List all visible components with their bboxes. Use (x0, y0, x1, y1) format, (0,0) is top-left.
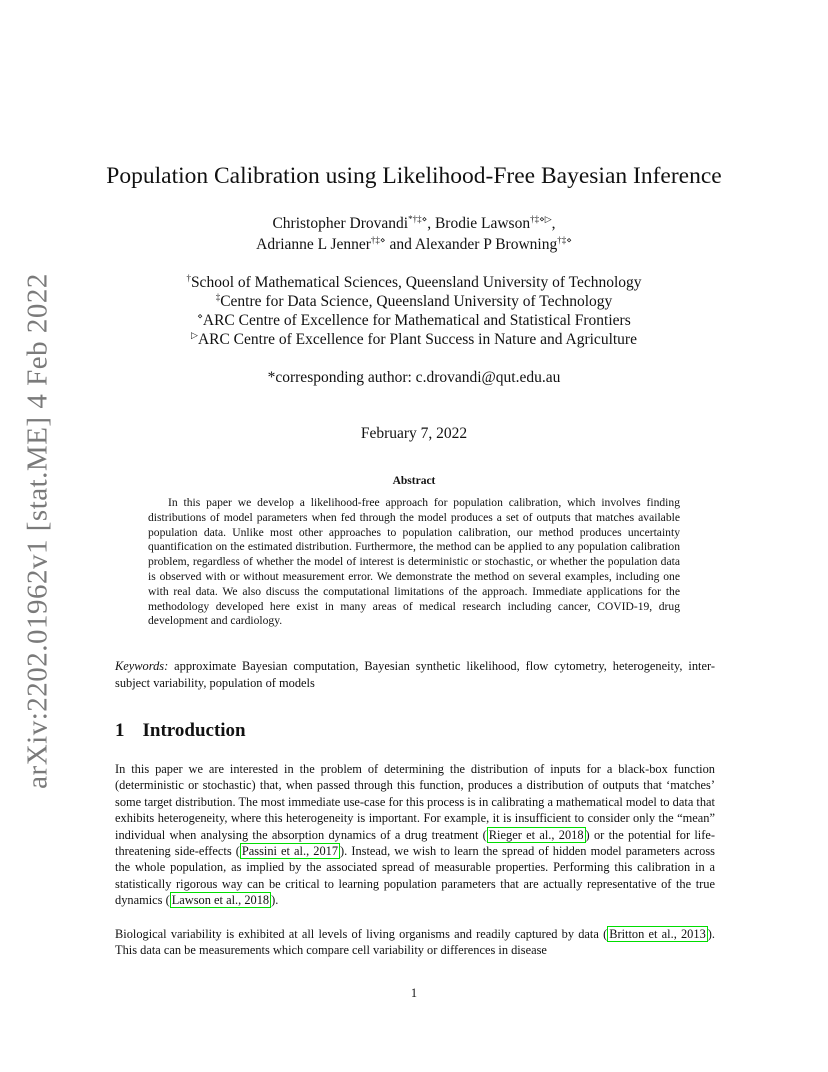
paragraph-text: ). This data can be measurements which compare cell variability or differences in disease (115, 927, 716, 958)
keywords-label: Keywords: (115, 659, 169, 673)
author-line-1 (0, 215, 828, 233)
paragraph-text: Biological variability is exhibited at all levels of living organisms and readily captured by data ( (115, 927, 608, 941)
paragraph-text: ). Instead, we wish to learn the spread of hidden model parameters across the whole population, as implied by the associated spread of measurable properties. Performing this calibration in a statistically rigorous way can be critical to learning population parameters that are actually representative of the true dynamics ( (115, 844, 715, 908)
author-affiliation-marks: †‡⋄ (557, 234, 572, 245)
intro-paragraph-1 (115, 761, 715, 909)
affiliation-mark: † (186, 272, 191, 283)
citation-link[interactable]: Rieger et al., 2018 (488, 827, 584, 842)
page-number: 1 (410, 986, 418, 1000)
author-line-2 (0, 236, 828, 254)
corresponding-author (0, 369, 828, 387)
paragraph-text: ) or the potential for life-threatening side-effects ( (115, 827, 715, 859)
author-separator: and (385, 236, 415, 253)
paragraph-text: In this paper we are interested in the problem of determining the distribution of inputs for a black-box function (deterministic or stochastic) that, when passed through this function, produces a distribution of outputs that ‘matches’ some target distribution. The most immediate use-case for this process is in calibrating a mathematical model to data that exhibits heterogeneity, where this heterogeneity is important. For example, it is insufficient to consider only the “mean” individual when analysing the absorption dynamics of a drug treatment ( (115, 762, 715, 842)
author-affiliation-marks: *†‡⋄ (408, 213, 428, 224)
citation-link[interactable]: Lawson et al., 2018 (171, 893, 270, 908)
author-name: Alexander P Browning (414, 236, 558, 253)
section-heading (115, 720, 246, 742)
affiliation-text: Centre for Data Science, Queensland University of Technology (220, 293, 613, 310)
section-number: 1 (115, 720, 125, 741)
keywords (115, 658, 715, 691)
intro-paragraph-2 (115, 926, 715, 959)
affiliation-mark: ‡ (215, 291, 221, 302)
author-name: Brodie Lawson (434, 215, 531, 232)
affiliation-2 (0, 293, 828, 311)
affiliation-text: School of Mathematical Sciences, Queensland University of Technology (190, 274, 642, 291)
author-name: Christopher Drovandi (272, 215, 409, 232)
arxiv-stamp-text: arXiv:2202.01962v1 [stat.ME] 4 Feb 2022 (21, 273, 54, 789)
keywords-list: approximate Bayesian computation, Bayesian synthetic likelihood, flow cytometry, heterogeneity, inter-subject variability, population of models (115, 659, 715, 690)
affiliation-1 (0, 274, 828, 292)
affiliation-text: ARC Centre of Excellence for Plant Success in Nature and Agriculture (197, 331, 637, 348)
affiliation-mark: ▷ (191, 329, 198, 340)
paper-title: Population Calibration using Likelihood-Free Bayesian Inference (106, 163, 722, 189)
affiliation-4 (0, 331, 828, 349)
section-title: Introduction (142, 720, 246, 741)
paper-date: February 7, 2022 (360, 425, 468, 442)
abstract-body: In this paper we develop a likelihood-free approach for population calibration, which involves finding distributions of model parameters when fed through the model produces a set of outputs that matches available population data. Unlike most other approaches to population calibration, our method produces uncertainty quantification on the estimated distribution. Furthermore, the method can be applied to any population calibration problem, regardless of whether the model of interest is deterministic or stochastic, or whether the population data is observed with or without measurement error. We demonstrate the method on several examples, including one with real data. We also discuss the computational limitations of the approach. Immediate applications for the methodology developed here exist in many areas of medical research including cancer, COVID-19, drug development and cardiology. (148, 496, 680, 628)
author-affiliation-marks: †‡⋄▷ (530, 213, 552, 224)
abstract-heading: Abstract (392, 475, 436, 487)
affiliation-text: ARC Centre of Excellence for Mathematical and Statistical Frontiers (202, 312, 631, 329)
affiliation-mark: ⋄ (197, 310, 203, 321)
author-name: Adrianne L Jenner (256, 236, 371, 253)
author-affiliation-marks: †‡⋄ (370, 234, 386, 245)
citation-link[interactable]: Passini et al., 2017 (241, 844, 339, 859)
paragraph-text: ). (271, 893, 279, 908)
affiliation-3 (0, 312, 828, 330)
citation-link[interactable]: Britton et al., 2013 (609, 927, 706, 941)
corresponding-email-link[interactable]: *corresponding author: c.drovandi@qut.edu.au (267, 369, 561, 386)
author-separator: , (551, 215, 556, 232)
author-separator: , (427, 215, 435, 232)
